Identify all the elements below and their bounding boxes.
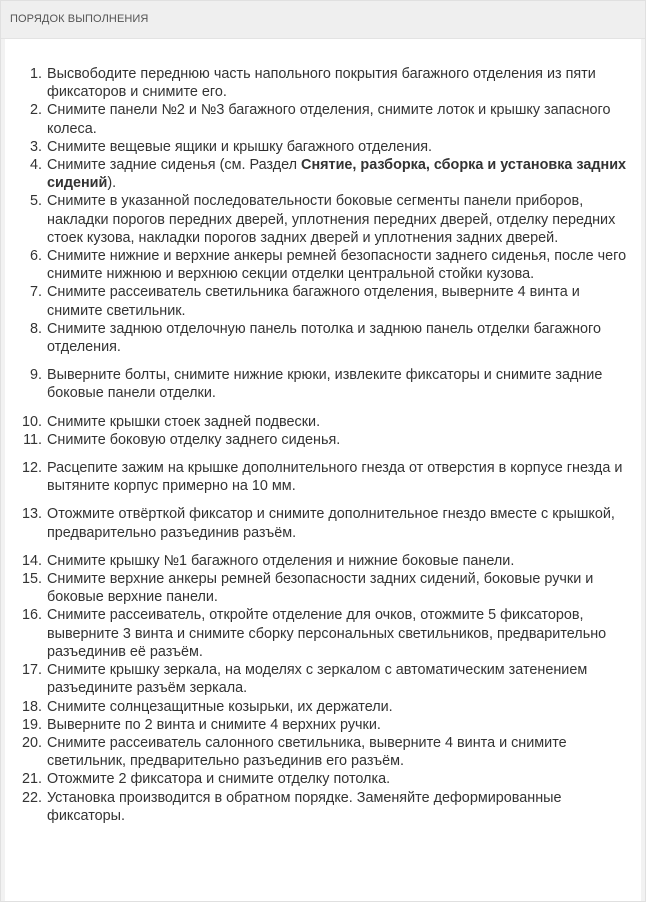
step-text: Снимите панели №2 и №3 багажного отделения, снимите лоток и крышку запасного колеса. [47, 102, 611, 137]
step-number: 3. [29, 138, 42, 155]
step-number: 15. [21, 571, 42, 588]
step-item [5, 320, 641, 356]
step-text: Отожмите 2 фиксатора и снимите отделку потолка. [47, 771, 391, 788]
section-reference: Снятие, разборка, сборка и установка задних сидений [47, 157, 627, 192]
step-text: Высвободите переднюю часть напольного покрытия багажного отделения из пяти фиксаторов и снимите его. [47, 66, 596, 101]
step-number: 6. [29, 248, 42, 265]
steps-list [5, 65, 641, 825]
step-number: 14. [21, 552, 42, 569]
step-text: Отожмите отвёрткой фиксатор и снимите дополнительное гнездо вместе с крышкой, предварительно разъединив разъём. [47, 506, 615, 541]
step-item [5, 101, 641, 137]
step-item [5, 156, 641, 192]
step-item [5, 138, 641, 156]
step-item [5, 661, 641, 697]
step-item [5, 459, 641, 495]
step-item [5, 505, 641, 541]
step-text: Расцепите зажим на крышке дополнительного гнезда от отверстия в корпусе гнезда и вытяните корпус примерно на 10 мм. [47, 460, 623, 495]
step-number: 4. [29, 157, 42, 174]
step-item [5, 283, 641, 319]
step-text: Снимите рассеиватель салонного светильника, выверните 4 винта и снимите светильник, предварительно разъединив его разъём. [47, 734, 567, 770]
step-number: 12. [21, 460, 42, 477]
step-text: Снимите солнцезащитные козырьки, их держатели. [47, 698, 393, 715]
step-number: 18. [21, 698, 42, 715]
step-item [5, 65, 641, 101]
step-text: Снимите заднюю отделочную панель потолка и заднюю панель отделки багажного отделения. [47, 320, 601, 356]
step-text: Снимите в указанной последовательности боковые сегменты панели приборов, накладки порогов передних дверей, уплотнения передних дверей, отделку передних стоек кузова, накладки порогов задних дверей и уплотнения задних дверей. [47, 193, 616, 246]
step-number: 11. [23, 431, 42, 448]
step-text: Выверните болты, снимите нижние крюки, извлеките фиксаторы и снимите задние боковые панели отделки. [47, 367, 603, 402]
step-text: Снимите нижние и верхние анкеры ремней безопасности заднего сиденья, после чего снимите нижнюю и верхнюю секции отделки центральной стойки кузова. [47, 248, 627, 283]
step-number: 17. [21, 662, 42, 679]
step-item [5, 431, 641, 449]
step-number: 16. [21, 607, 42, 624]
step-number: 21. [21, 771, 42, 788]
step-item [5, 770, 641, 788]
step-item [5, 552, 641, 570]
step-number: 5. [29, 193, 42, 210]
step-text-tail: ). [107, 175, 117, 192]
step-item [5, 606, 641, 661]
step-text: Снимите крышку №1 багажного отделения и нижние боковые панели. [47, 552, 515, 569]
step-text: Снимите вещевые ящики и крышку багажного отделения. [47, 138, 433, 155]
panel-body [5, 39, 641, 901]
step-number: 19. [21, 716, 42, 733]
step-text: Снимите верхние анкеры ремней безопасности задних сидений, боковые ручки и боковые верхние панели. [47, 571, 594, 606]
step-item [5, 570, 641, 606]
step-item [5, 716, 641, 734]
step-text: Снимите боковую отделку заднего сиденья. [47, 431, 341, 448]
step-text: Снимите рассеиватель светильника багажного отделения, выверните 4 винта и снимите светильник. [47, 284, 580, 319]
step-item [5, 192, 641, 247]
step-number: 7. [29, 284, 42, 301]
step-item [5, 413, 641, 431]
step-item [5, 734, 641, 770]
step-text: Снимите крышку зеркала, на моделях с зеркалом с автоматическим затенением разъедините разъём зеркала. [47, 662, 588, 697]
step-number: 9. [29, 367, 42, 384]
step-number: 1. [29, 66, 42, 82]
step-item [5, 789, 641, 825]
panel-title: ПОРЯДОК ВЫПОЛНЕНИЯ [1, 1, 645, 39]
step-text: Выверните по 2 винта и снимите 4 верхних ручки. [47, 716, 381, 733]
step-number: 20. [21, 734, 42, 751]
step-number: 8. [29, 320, 42, 337]
step-text: Снимите задние сиденья (см. Раздел [47, 157, 302, 174]
step-number: 2. [29, 102, 42, 119]
step-number: 13. [21, 506, 42, 523]
step-number: 10. [21, 413, 42, 430]
step-item [5, 698, 641, 716]
step-item [5, 366, 641, 402]
step-number: 22. [21, 789, 42, 806]
step-text: Установка производится в обратном порядке. Заменяйте деформированные фиксаторы. [47, 789, 562, 824]
step-item [5, 247, 641, 283]
step-text: Снимите рассеиватель, откройте отделение для очков, отожмите 5 фиксаторов, выверните 3 винта и снимите сборку персональных светильников, предварительно разъединив её разъём. [47, 607, 607, 660]
step-text: Снимите крышки стоек задней подвески. [47, 413, 321, 430]
